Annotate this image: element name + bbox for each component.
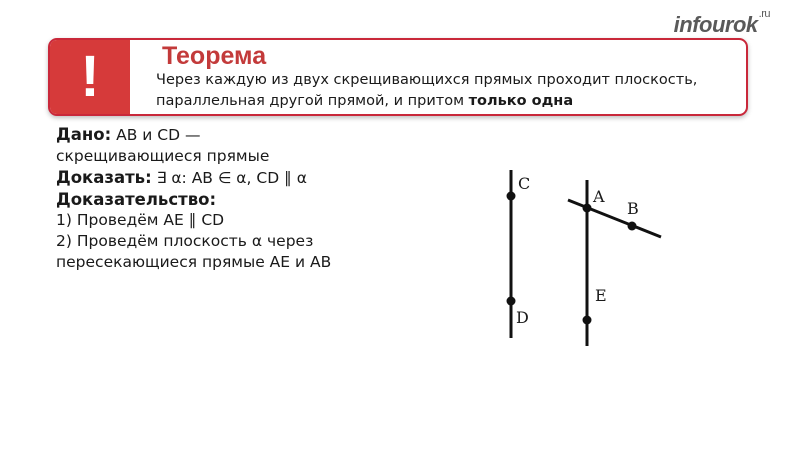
given-label: Дано: xyxy=(56,125,112,144)
given-text: AB и CD — xyxy=(111,126,201,144)
exclamation-block xyxy=(50,40,130,114)
proof-label: Доказательство: xyxy=(56,190,217,209)
label-d: D xyxy=(516,308,529,327)
proof-step-1: 1) Проведём AE ∥ CD xyxy=(56,211,225,229)
logo-text: infourok xyxy=(673,12,758,37)
point-c xyxy=(507,192,516,201)
line-ab xyxy=(568,200,661,237)
label-a: A xyxy=(593,187,605,206)
given-line xyxy=(56,124,396,146)
proof-section xyxy=(56,124,396,273)
geometry-figure xyxy=(470,150,690,370)
point-d xyxy=(507,297,516,306)
label-e: E xyxy=(595,286,607,305)
prove-line xyxy=(56,167,396,189)
label-c: C xyxy=(518,174,531,193)
proof-step-2a: 2) Проведём плоскость α через xyxy=(56,232,314,250)
logo-suffix: .ru xyxy=(758,8,770,20)
given-text-2: скрещивающиеся прямые xyxy=(56,147,270,165)
theorem-title: Теорема xyxy=(162,42,267,70)
point-e xyxy=(583,316,592,325)
prove-text: ∃ α: AB ∈ α, CD ∥ α xyxy=(151,169,307,187)
infourok-logo xyxy=(673,8,770,38)
theorem-box xyxy=(48,38,748,116)
theorem-line-2: параллельная другой прямой, и притом xyxy=(156,93,469,109)
label-b: B xyxy=(627,199,639,218)
exclamation-icon: ! xyxy=(80,44,100,109)
theorem-emphasis: только одна xyxy=(468,93,574,109)
theorem-line-1: Через каждую из двух скрещивающихся прямых проходит плоскость, xyxy=(156,72,698,88)
proof-step-2b: пересекающиеся прямые AE и AB xyxy=(56,253,332,271)
prove-label: Доказать: xyxy=(56,168,152,187)
theorem-statement xyxy=(156,70,736,112)
point-b xyxy=(628,222,637,231)
point-a xyxy=(583,204,592,213)
